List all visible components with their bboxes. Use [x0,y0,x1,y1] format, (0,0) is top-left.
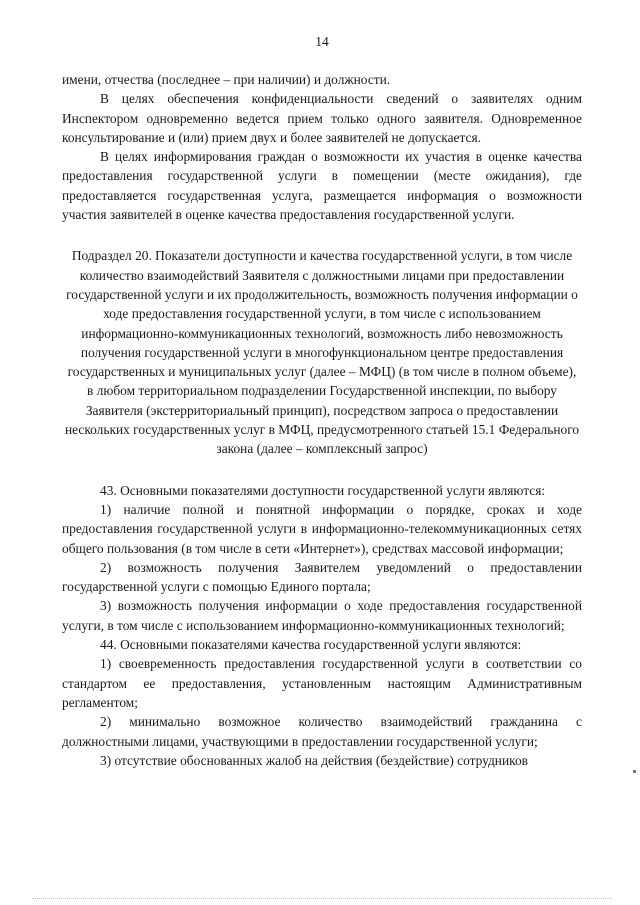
page-number: 14 [315,34,329,49]
list-item: 1) наличие полной и понятной информации о порядке, сроках и ходе предоставления государственной услуги в информационно-телекоммуникационных сетях общего пользования (в том числе в сети «Интернет»), средствах массовой информации; [62,501,582,556]
paragraph-item-43: 43. Основными показателями доступности государственной услуги являются: [100,482,546,498]
scan-artifact-line [32,898,612,899]
paragraph-confidentiality: В целях обеспечения конфиденциальности сведений о заявителях одним Инспектором одновременно ведется прием только одного заявителя. Одновременное консультирование и (или) прием двух и более заявителей не допускается. [62,91,582,145]
section-heading: Подраздел 20. Показатели доступности и качества государственной услуги, в том числе количество взаимодействий Заявителя с должностными лицами при предоставлении государственной услуги и их продолжительность, возможность получения информации о ходе предоставления государственной услуги, в том числе с использованием информационно-коммуникационных технологий, возможность либо невозможность получения государственной услуги в многофункциональном центре предоставления государственных и муниципальных услуг (далее – МФЦ) (в том числе в полном объеме), в любом территориальном подразделении Государственной инспекции, по выбору Заявителя (экстерриториальный принцип), посредством запроса о предоставлении нескольких государственных услуг в МФЦ, предусмотренного статьей 15.1 Федерального закона (далее – комплексный запрос) [64,248,580,457]
list-item: 3) отсутствие обоснованных жалоб на действия (бездействие) сотрудников [100,752,528,768]
list-item: 2) минимально возможное количество взаимодействий гражданина с должностными лицами, участвующими в предоставлении государственной услуги; [62,714,582,749]
list-item: 1) своевременность предоставления государственной услуги в соответствии со стандартом ее предоставления, установленным настоящим Административным регламентом; [62,656,582,710]
paragraph-item-44: 44. Основными показателями качества государственной услуги являются: [100,637,522,653]
paragraph-continuation: имени, отчества (последнее – при наличии) и должности. [62,72,391,87]
paragraph-quality-assessment: В целях информирования граждан о возможности их участия в оценке качества предоставления государственной услуги в помещении (месте ожидания), где предоставляется государственная услуга, размещается информация о возможности участия заявителей в оценке качества предоставления государственной услуги. [62,149,582,223]
scan-artifact-dot [633,770,636,773]
list-item: 3) возможность получения информации о ходе предоставления государственной услуги, в том числе с использованием информационно-коммуникационных технологий; [62,598,582,633]
list-item: 2) возможность получения Заявителем уведомлений о предоставлении государственной услуги с помощью Единого портала; [62,559,582,595]
